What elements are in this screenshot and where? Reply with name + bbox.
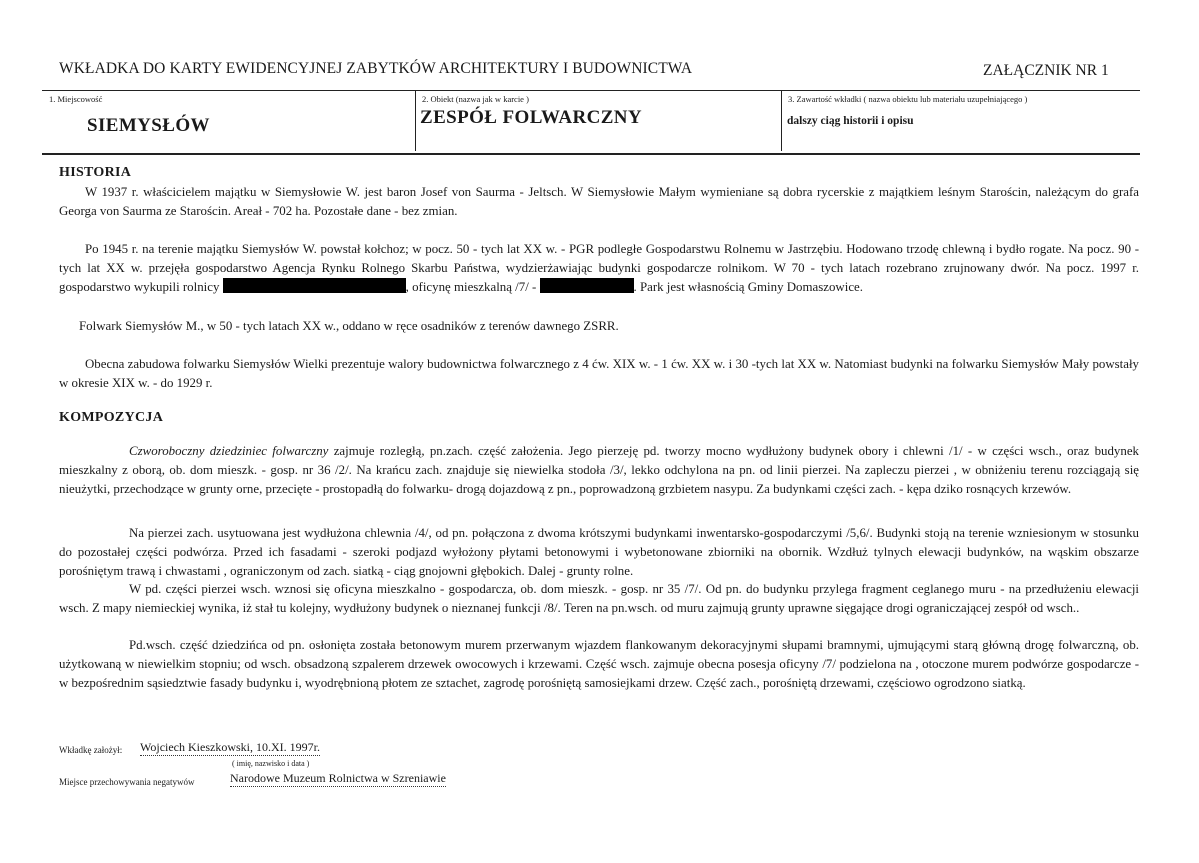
field-label: 3. Zawartość wkładki ( nazwa obiektu lub materiału uzupełniającego ): [788, 94, 1028, 104]
negatives-location-value: Narodowe Muzeum Rolnictwa w Szreniawie: [230, 771, 446, 785]
author-note: ( imię, nazwisko i data ): [232, 759, 310, 768]
field-label: 2. Obiekt (nazwa jak w karcie ): [422, 94, 529, 104]
document-title: WKŁADKA DO KARTY EWIDENCYJNEJ ZABYTKÓW ARCHITEKTURY I BUDOWNICTWA: [59, 60, 693, 77]
field-value: SIEMYSŁÓW: [87, 115, 210, 136]
history-paragraph: Po 1945 r. na terenie majątku Siemysłów W. powstał kołchoz; w pocz. 50 - tych lat XX w. - PGR podległe Gospodarstwu Rolnemu w Jastrzębiu. Hodowano trzodę chlewną i bydło rogate. Na pocz. 90 - tych lat XX w. przejęła gospodarstwo Agencja Rynku Rolnego Skarbu Państwa, wydzierżawiając budynki gospodarcze rolnikom. W 70 - tych latach rozebrano zrujnowany dwór. Na pocz. 1997 r. gospodarstwo wykupili rolnicy , oficynę mieszkalną /7/ - . Park jest własnością Gminy Domaszowice.: [59, 242, 1139, 295]
field-contents: [781, 91, 1140, 151]
history-paragraph: Folwark Siemysłów M., w 50 - tych latach XX w., oddano w ręce osadników z terenów dawnego ZSRR.: [79, 319, 619, 333]
section-heading-composition: KOMPOZYCJA: [59, 410, 164, 425]
author-value: Wojciech Kieszkowski, 10.XI. 1997r.: [140, 740, 320, 754]
redaction-block: [223, 278, 406, 293]
negatives-location-label: Miejsce przechowywania negatywów: [59, 777, 195, 787]
composition-paragraph: Pd.wsch. część dziedzińca od pn. osłonięta została betonowym murem przerwanym wjazdem flankowanym dekoracyjnymi słupami bramnymi, ujmującymi starą główną drogę folwarczną, ob. użytkowaną w niewielkim stopniu; od wsch. obsadzoną szpalerem drzewek owocowych i krzewami. Część wsch. zajmuje obecna posesja oficyny /7/ podzielona na , otoczone murem podwórze gospodarcze - w bezpośrednim sąsiedztwie fasady budynku i, wyodrębnioną płotem ze sztachet, zagrodę porośniętą samosiejkami drzew. Część zach., porośniętą drzewami, częściowo ogrodzono siatką.: [59, 638, 1139, 691]
field-locality: [42, 91, 416, 151]
section-heading-history: HISTORIA: [59, 165, 132, 180]
author-label: Wkładkę założył:: [59, 745, 123, 755]
history-paragraph: W 1937 r. właścicielem majątku w Siemysłowie W. jest baron Josef von Saurma - Jeltsch. W Siemysłowie Małym wymieniane są dobra rycerskie z majątkiem leśnym Starościn, należącym do grafa Georga von Saurma ze Starościn. Areał - 702 ha. Pozostałe dane - bez zmian.: [59, 185, 1139, 219]
annex-number: ZAŁĄCZNIK NR 1: [983, 62, 1109, 79]
composition-paragraph: Czworoboczny dziedziniec folwarczny zajmuje rozległą, pn.zach. część założenia. Jego pierzeję pd. tworzy mocno wydłużony budynek obory i chlewni /1/ - w części wsch., oraz budynek mieszkalny z oborą, ob. dom mieszk. - gosp. nr 36 /2/. Na krańcu zach. znajduje się niewielka stodoła /3/, lekko odchylona na pn. od linii pierzei. Na zapleczu pierzei , w obniżeniu terenu rozciągają się nieużytki, przechodzące w grunty orne, przecięte - prostopadłą do folwarku- drogą dojazdową z pn., poprowadzoną grzbietem nasypu. Za budynkami części zach. - kępa dziko rosnących krzewów.: [59, 444, 1139, 497]
redaction-block: [540, 278, 634, 293]
header-fields: [42, 90, 1140, 155]
field-value: dalszy ciąg historii i opisu: [787, 115, 914, 127]
composition-paragraph: Na pierzei zach. usytuowana jest wydłużona chlewnia /4/, od pn. połączona z dwoma krótszymi budynkami inwentarsko-gospodarczymi /5,6/. Budynki stoją na terenie wzniesionym w stosunku do pozostałej części podwórza. Przed ich fasadami - szeroki podjazd wyłożony płytami betonowymi i wybetonowane zbiorniki na obornik. Wzdłuż tylnych elewacji budynków, na wąskim obszarze porośniętym trawą i chwastami , ograniczonym od zach. siatką - ciąg gnojowni głębokich. Dalej - grunty rolne.: [59, 526, 1139, 579]
composition-paragraph: W pd. części pierzei wsch. wznosi się oficyna mieszkalno - gospodarcza, ob. dom mieszk. - gosp. nr 35 /7/. Od pn. do budynku przylega fragment ceglanego muru - na przedłużeniu elewacji wsch. Z mapy niemieckiej wynika, iż stał tu kolejny, wydłużony budynek o nieznanej funkcji /8/. Teren na pn.wsch. od muru zajmują grunty uprawne sięgające drogi ograniczającej zespół od wsch..: [59, 582, 1139, 616]
field-value: ZESPÓŁ FOLWARCZNY: [420, 107, 643, 128]
field-label: 1. Miejscowość: [49, 94, 103, 104]
field-object: [415, 91, 782, 151]
history-paragraph: Obecna zabudowa folwarku Siemysłów Wielki prezentuje walory budownictwa folwarcznego z 4 ćw. XIX w. - 1 ćw. XX w. i 30 -tych lat XX w. Natomiast budynki na folwarku Siemysłów Mały powstały w okresie XIX w. - do 1929 r.: [59, 357, 1139, 391]
